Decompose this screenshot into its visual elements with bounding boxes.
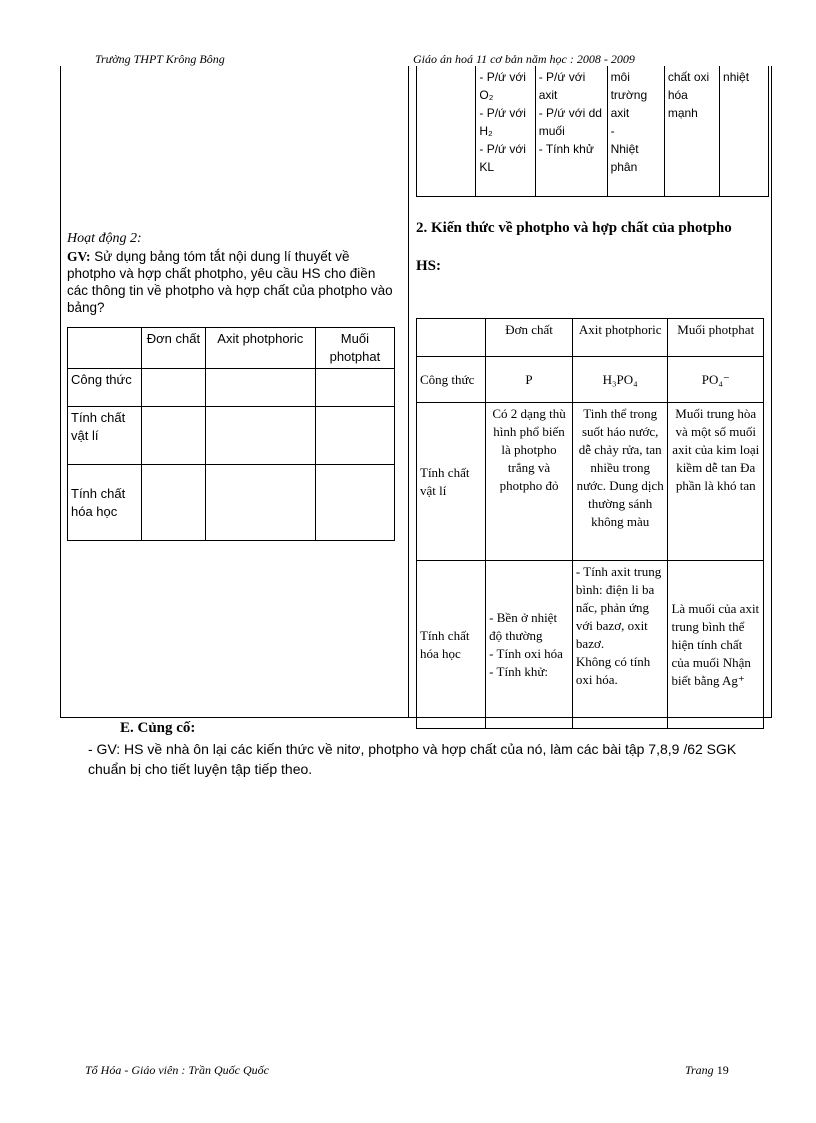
table-cell: - Bền ở nhiệt độ thường - Tính oxi hóa - Tính khử: bbox=[486, 561, 573, 729]
table-cell: Là muối của axit trung bình thể hiện tính chất của muối Nhận biết bằng Ag⁺ bbox=[668, 561, 764, 729]
table-header-cell: Axit photphoric bbox=[572, 319, 668, 357]
table-cell: Tính chất hóa học bbox=[417, 561, 486, 729]
top-continuation-table bbox=[416, 66, 769, 197]
table-row bbox=[417, 403, 764, 561]
table-row bbox=[417, 66, 769, 196]
table-cell bbox=[417, 66, 476, 196]
section-title: 2. Kiến thức về photpho và hợp chất của photpho bbox=[416, 220, 732, 236]
table-cell: PO₄⁻ bbox=[668, 357, 764, 403]
gv-text: Sử dụng bảng tóm tắt nội dung lí thuyết về photpho và hợp chất photpho, yêu cầu HS cho điền các thông tin về photpho và hợp chất của photpho vào bảng? bbox=[67, 249, 393, 315]
table-header-row bbox=[68, 328, 395, 369]
header-school: Trường THPT Krông Bông bbox=[95, 52, 225, 66]
table-cell[interactable] bbox=[315, 369, 394, 407]
table-row bbox=[68, 465, 395, 541]
activity-title: Hoạt động 2: bbox=[67, 231, 142, 246]
table-row bbox=[68, 369, 395, 407]
table-cell: Tinh thể trong suốt háo nước, dễ chảy rửa, tan nhiều trong nước. Dung dịch thường sánh không màu bbox=[572, 403, 668, 561]
header-course: Giáo án hoá 11 cơ bản năm học : 2008 - 2009 bbox=[413, 52, 635, 66]
footer-page bbox=[685, 1063, 729, 1078]
table-cell: Muối trung hòa và một số muối axit của kim loại kiềm dễ tan Đa phần là khó tan bbox=[668, 403, 764, 561]
table-header-cell bbox=[417, 319, 486, 357]
table-header-cell: Muối photphat bbox=[315, 328, 394, 369]
table-cell: môi trường axit - Nhiệt phân bbox=[607, 66, 664, 196]
table-header-cell: Đơn chất bbox=[486, 319, 573, 357]
table-cell[interactable] bbox=[315, 407, 394, 465]
table-header-cell: Axit photphoric bbox=[205, 328, 315, 369]
table-row bbox=[417, 561, 764, 729]
table-cell: Công thức bbox=[68, 369, 142, 407]
table-header-cell bbox=[68, 328, 142, 369]
table-cell: - P/ứ với O₂ - P/ứ với H₂ - P/ứ với KL bbox=[476, 66, 535, 196]
table-cell[interactable] bbox=[142, 407, 206, 465]
table-header-cell: Muối photphat bbox=[668, 319, 764, 357]
hs-label: HS: bbox=[416, 258, 442, 274]
table-cell: P bbox=[486, 357, 573, 403]
table-cell: H₃PO₄ bbox=[572, 357, 668, 403]
table-cell[interactable] bbox=[142, 465, 206, 541]
table-cell[interactable] bbox=[142, 369, 206, 407]
table-cell[interactable] bbox=[205, 407, 315, 465]
table-header-row bbox=[417, 319, 764, 357]
table-cell: Có 2 dạng thù hình phổ biến là photpho trắng và photpho đỏ bbox=[486, 403, 573, 561]
table-cell: - Tính axit trung bình: điện li ba nấc, phản ứng với bazơ, oxit bazơ. Không có tính oxi hóa. bbox=[572, 561, 668, 729]
footer-teacher: Tổ Hóa - Giáo viên : Trần Quốc Quốc bbox=[85, 1063, 269, 1077]
column-divider bbox=[408, 66, 409, 717]
table-cell: Công thức bbox=[417, 357, 486, 403]
table-cell: Tính chất vật lí bbox=[68, 407, 142, 465]
gv-instruction bbox=[67, 248, 397, 316]
table-cell: Tính chất hóa học bbox=[68, 465, 142, 541]
table-row bbox=[417, 357, 764, 403]
table-cell: Tính chất vật lí bbox=[417, 403, 486, 561]
table-header-cell: Đơn chất bbox=[142, 328, 206, 369]
table-cell: nhiệt bbox=[720, 66, 769, 196]
consolidation-text: - GV: HS về nhà ôn lại các kiến thức về nitơ, photpho và hợp chất của nó, làm các bài tập 7,8,9 /62 SGK chuẩn bị cho tiết luyện tập tiếp theo. bbox=[88, 741, 737, 777]
left-summary-table bbox=[67, 327, 395, 541]
table-cell: chất oxi hóa mạnh bbox=[664, 66, 719, 196]
footer-page-label: Trang bbox=[685, 1063, 714, 1077]
page-number: 19 bbox=[716, 1063, 729, 1077]
table-row bbox=[68, 407, 395, 465]
gv-label: GV: bbox=[67, 249, 91, 264]
consolidation-title: E. Củng cố: bbox=[120, 720, 196, 736]
table-cell: - P/ứ với axit - P/ứ với dd muối - Tính khử bbox=[535, 66, 607, 196]
table-cell[interactable] bbox=[315, 465, 394, 541]
table-cell[interactable] bbox=[205, 465, 315, 541]
right-summary-table bbox=[416, 318, 764, 729]
table-cell[interactable] bbox=[205, 369, 315, 407]
